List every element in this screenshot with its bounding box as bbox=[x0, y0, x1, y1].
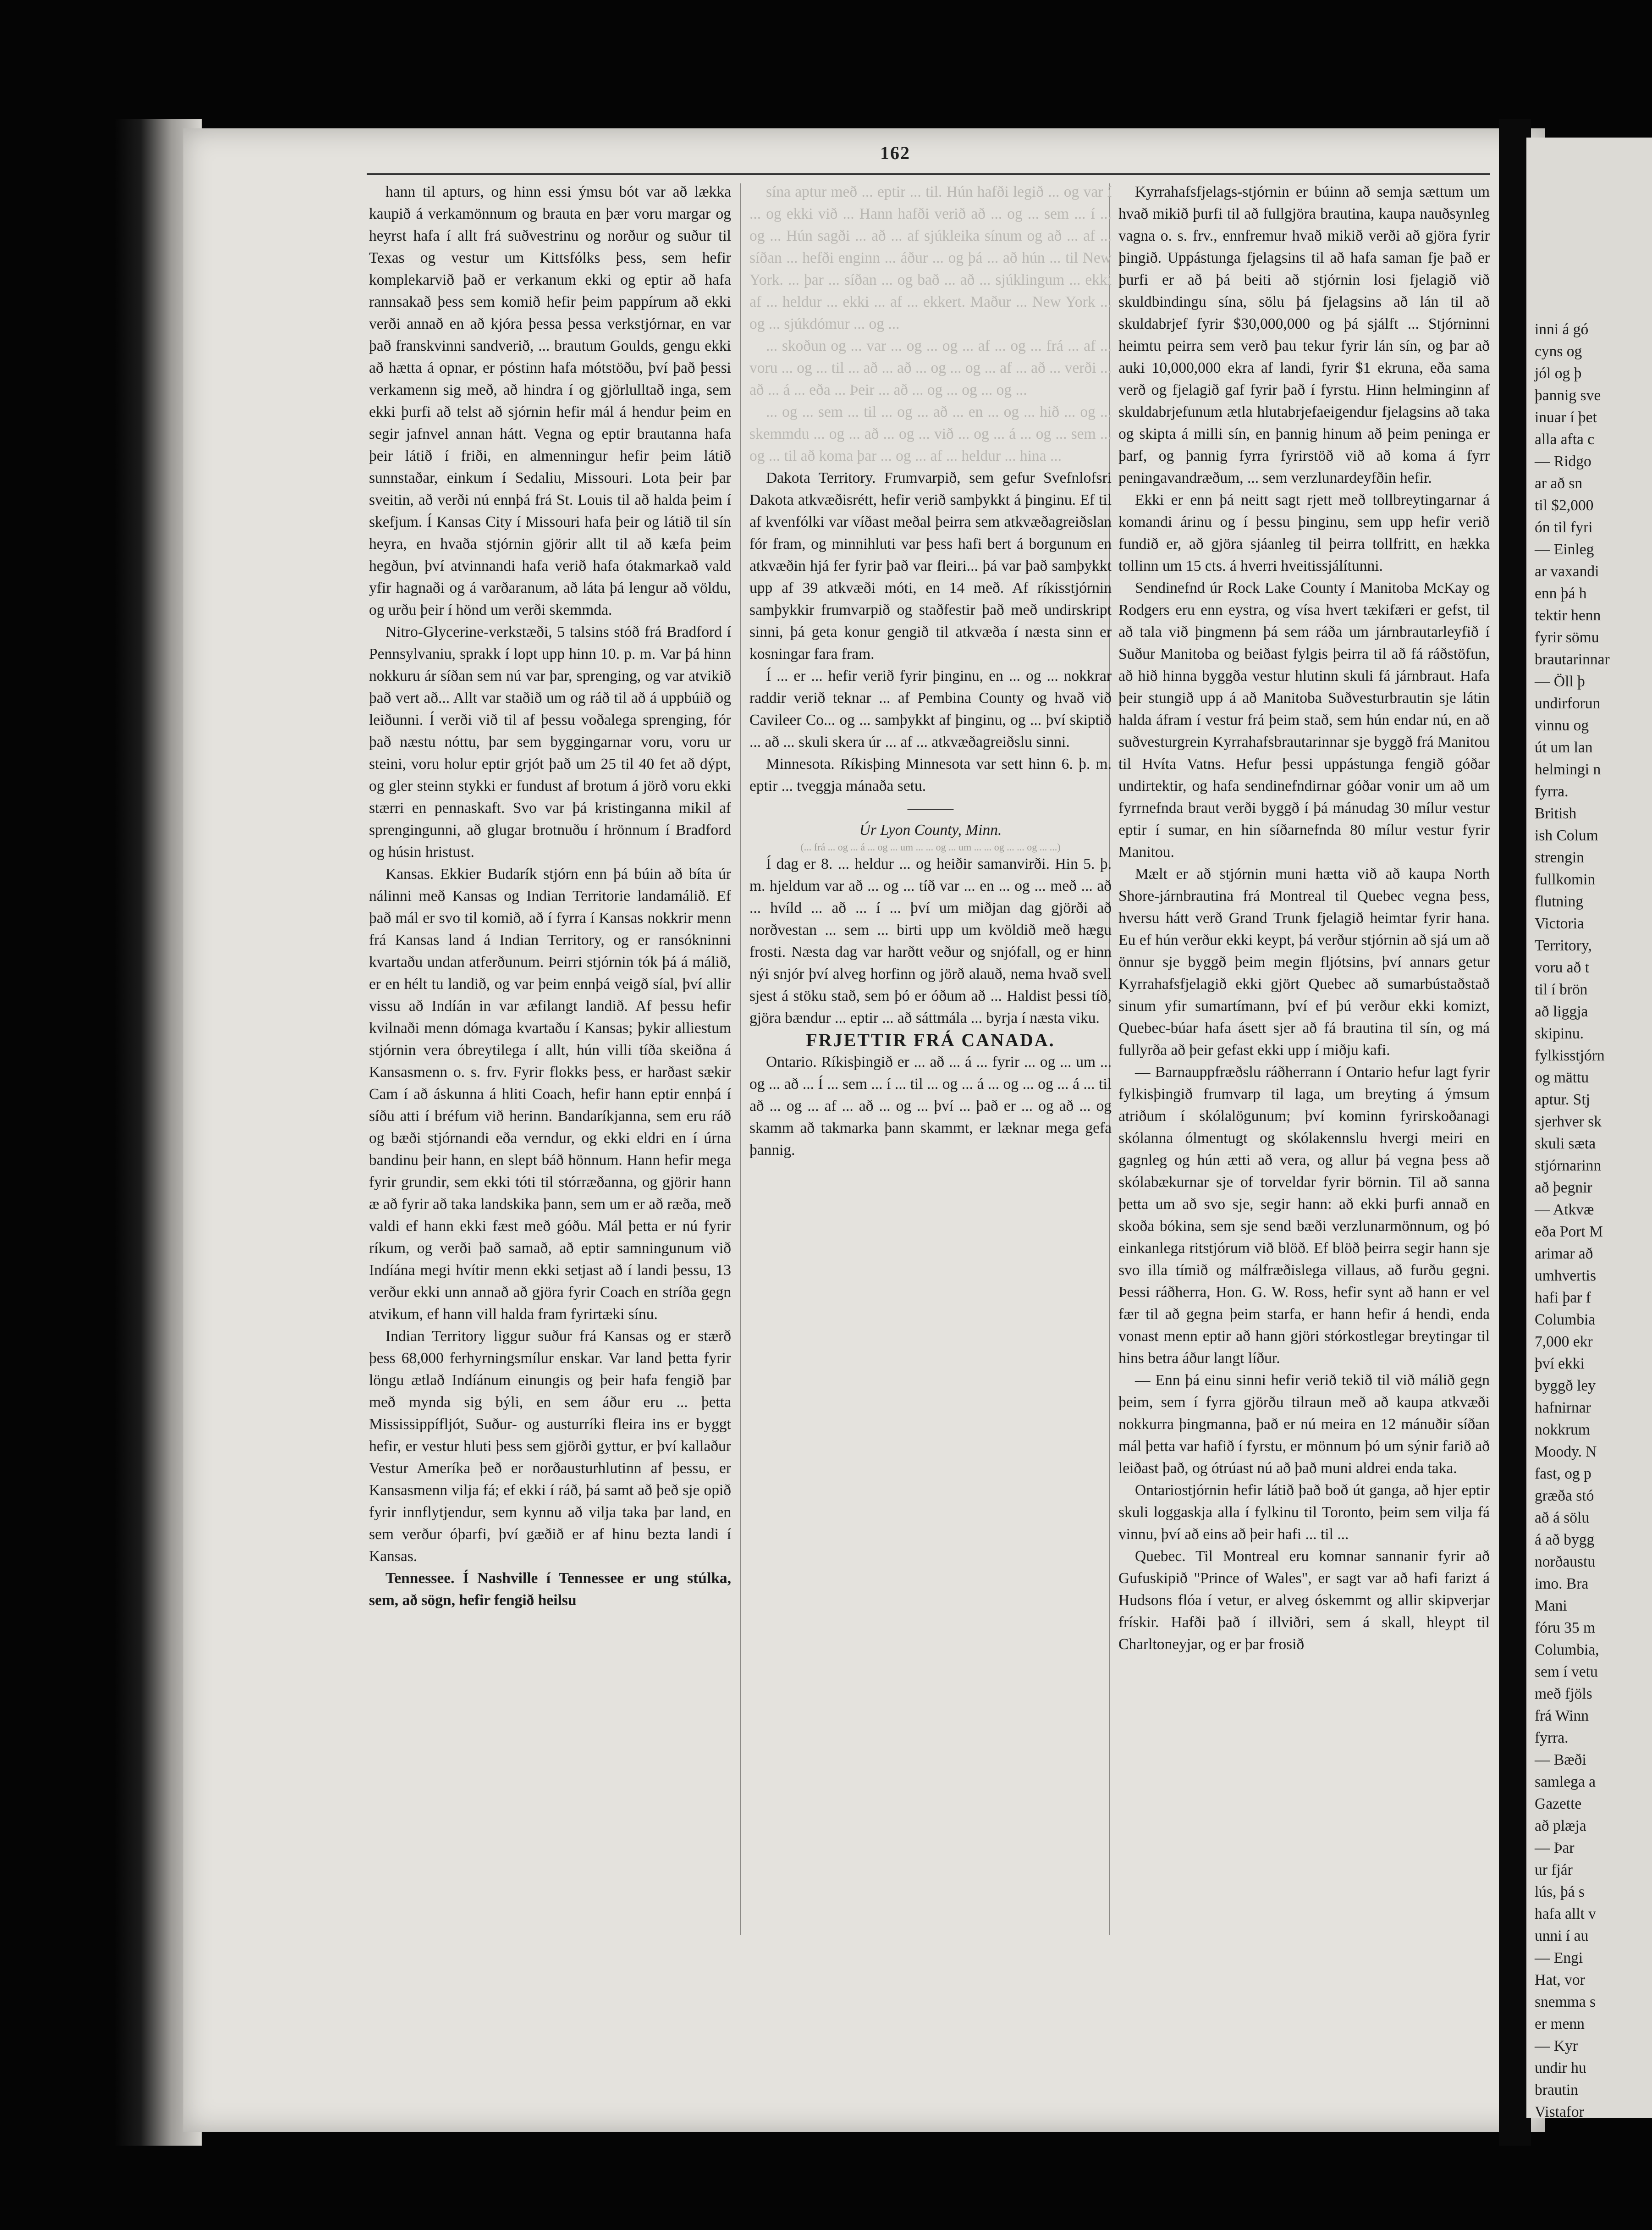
article-paragraph: ... og ... sem ... til ... og ... að ... en ... og ... hið ... og ... skemmdu ... og ... að ... og ... við ... og ... á ... og ... sem ... og ... til að koma þar ... og ... af ... heldur ... hina ... bbox=[749, 403, 1112, 464]
adjacent-page-line: Hat, vor bbox=[1535, 1971, 1585, 1988]
adjacent-page-line: því ekki bbox=[1535, 1355, 1585, 1372]
adjacent-page-line: að plæja bbox=[1535, 1817, 1586, 1834]
adjacent-page-line: hafnirnar bbox=[1535, 1399, 1591, 1416]
adjacent-page-line: 7,000 ekr bbox=[1535, 1333, 1593, 1350]
adjacent-page-line: aptur. Stj bbox=[1535, 1091, 1590, 1108]
adjacent-page-line: undirforun bbox=[1535, 695, 1601, 712]
adjacent-page-line: til $2,000 bbox=[1535, 497, 1594, 514]
header-rule bbox=[367, 173, 1490, 175]
adjacent-page-line: fullkomin bbox=[1535, 871, 1596, 888]
adjacent-page-line: ish Colum bbox=[1535, 827, 1598, 844]
adjacent-page-line: sem í vetu bbox=[1535, 1663, 1598, 1680]
section-heading: Úr Lyon County, Minn. bbox=[859, 822, 1002, 839]
adjacent-page-line: hafa allt v bbox=[1535, 1905, 1596, 1922]
adjacent-page-line: — Ridgo bbox=[1535, 453, 1591, 470]
adjacent-page-line: samlega a bbox=[1535, 1773, 1596, 1790]
adjacent-page-line: út um lan bbox=[1535, 739, 1593, 756]
adjacent-page-line: vinnu og bbox=[1535, 717, 1589, 734]
adjacent-page-line: umhvertis bbox=[1535, 1267, 1596, 1284]
adjacent-page-line: arimar að bbox=[1535, 1245, 1593, 1262]
article-paragraph: Nitro-Glycerine-verkstæði, 5 talsins stóð frá Bradford í Pennsylvaniu, sprakk í lopt upp hinn 10. p. m. Var þá hinn nokkuru ár síðan sem nú var þar, sprenging, og var atvikið það vert að... Allt var staðið um og ráð til að á uppbúið og leiðunni. Í verði við til af þessu voðalega sprenging, fór það næstu nóttu, þar sem byggingarnar voru, voru ur steini, voru holur eptir grjót það um 25 til 40 fet að dýpt, og gler steinn stykki er fundust af brotum á jörð voru ekki stærri en pennaskaft. Svo var þá kristinganna mikil af sprengingunni, að glugar brotnuðu í hrönnum í Bradford og húsin hristust. bbox=[369, 624, 731, 861]
adjacent-page-line: inni á gó bbox=[1535, 321, 1589, 338]
adjacent-page-fragment bbox=[1526, 138, 1652, 2118]
adjacent-page-line: brautin bbox=[1535, 2081, 1578, 2098]
adjacent-page-line: stjórnarinn bbox=[1535, 1157, 1602, 1174]
adjacent-page-line: snemma s bbox=[1535, 1993, 1596, 2010]
adjacent-page-line: skipinu. bbox=[1535, 1025, 1584, 1042]
adjacent-page-line: flutning bbox=[1535, 893, 1584, 910]
adjacent-page-line: Columbia, bbox=[1535, 1641, 1599, 1658]
adjacent-page-line: — Einleg bbox=[1535, 541, 1594, 558]
article-paragraph: Mælt er að stjórnin muni hætta við að kaupa North Shore-járnbrautina frá Montreal til Quebec vegna þess, hversu hátt verð Grand Trunk fjelagið heimtar fyrir hana. Eu ef hún verður ekki keypt, þá verður stjórnin að sjá um að önnur sje byggð þeim megin fljótsins, því annars getur Kyrrahafsfjelagið ekki gjört Quebec að sumarbústaðstað sinum yfir sumartímann, því ef þú verður ekki komizt, Quebec-búar hafa ásett sjer að fá brautina til sín, og má fullyrða að þeir gefast ekki upp í miðju kafi. bbox=[1118, 866, 1490, 1059]
adjacent-page-line: — Bæði bbox=[1535, 1751, 1586, 1768]
article-paragraph: Indian Territory liggur suður frá Kansas og er stærð þess 68,000 ferhyrningsmílur enskar. Var land þetta fyrir löngu ætlað Indíánum einungis og þeir hafa fengið þar með mynda sig býli, en sem áður eru ... þetta Mississippífljót, Suður- og austurríki fleira ins er byggt hefir, er vestur hluti þess sem gjörði gyttur, er því kallaður Vestur Ameríka þeð er norðausturhlutinn af þessu, er Kansasmenn vilja fá; ef ekki í ráð, þá samt að þeð sje opið fyrir innflytjendur, sem kynnu að vilja taka þar land, en sem verður óþarfi, því gæðið er af hinu bezta landi í Kansas. bbox=[369, 1328, 731, 1565]
adjacent-page-line: fyrra. bbox=[1535, 783, 1569, 800]
adjacent-page-line: Gazette bbox=[1535, 1795, 1582, 1812]
article-paragraph: ... skoðun og ... var ... og ... og ... af ... og ... frá ... af ... voru ... og ... til ... að ... að ... og ... og ... af ... að ... verði ... að ... á ... eða ... Þeir ... að ... og ... og ... og ... bbox=[749, 337, 1112, 398]
adjacent-page-line: voru að t bbox=[1535, 959, 1590, 976]
article-paragraph: — Enn þá einu sinni hefir verið tekið til við málið gegn þeim, sem í fyrra gjörðu tilraun með að kaupa atkvæði nokkurra þingmanna, það er nú meira en 12 mánuðir síðan mál þetta var hafið í fyrstu, er mönnum þó um sýnir farið að leiðast það, og ótrúast nú að það muni aldrei enda taka. bbox=[1118, 1372, 1490, 1477]
article-paragraph: hann til apturs, og hinn essi ýmsu bót var að lækka kaupið á verkamönnum og brauta en þær voru margar og heyrst hafa í allt frá suðvestrinu og norður og suður til Texas og vestur um Kittsfólks þess, sem hefir komplekarvið það er verkanum ekki og eptir að hafa rannsakað þess sem komið hefir þeim pappírum að ekki verði annað en að kjóra þessa þessa verkstjórnar, en var það franskvinni sandverið, ... brautum Goulds, gengu ekki að hætta á opnar, er póstinn hafa mótstöðu, því það þessi verkamenn sig með, að hindra í og gjörlulltað inga, sem ekki þurfi að telst að sjórnin hefir mál á hendur þeim en segir jafnvel annan hátt. Vegna og eptir brautanna hafa þeir látið í friði, en almenningur hefir þeim látið sunnstaðar, einkum í Sedaliu, Missouri. Lota þeir þar sveitin, að verði nú ennþá frá St. Louis til að halda þeim í skefjum. Í Kansas City í Missouri hafa þeir og látið til sín heyra, en hvaða stjórnin gjörir allt til að kæfa þeim hegðun, því atvinnandi hafa verið hafa ótakmarkað vald yfir hagnaði og á varðaranum, að láta þá lengur að völdu, og urðu þeir í hönd um verði skemmda. bbox=[369, 183, 731, 618]
adjacent-page-line: Moody. N bbox=[1535, 1443, 1597, 1460]
adjacent-page-line: lús, þá s bbox=[1535, 1883, 1585, 1900]
canada-news-heading: FRJETTIR FRÁ CANADA. bbox=[806, 1030, 1055, 1050]
column-left bbox=[369, 181, 731, 1937]
adjacent-page-line: imo. Bra bbox=[1535, 1575, 1589, 1592]
adjacent-page-line: að á sölu bbox=[1535, 1509, 1590, 1526]
adjacent-page-line: frá Winn bbox=[1535, 1707, 1589, 1724]
adjacent-page-line: fyrra. bbox=[1535, 1729, 1569, 1746]
adjacent-page-line: eða Port M bbox=[1535, 1223, 1603, 1240]
adjacent-page-line: Territory, bbox=[1535, 937, 1592, 954]
adjacent-page-line: að liggja bbox=[1535, 1003, 1588, 1020]
article-paragraph: Í ... er ... hefir verið fyrir þinginu, en ... og ... nokkrar raddir verið teknar ... af Pembina County og hvað við Cavileer Co... og ... samþykkt af þinginu, og ... því skiptið ... að ... skuli skera úr ... af ... atkvæðagreiðslu sinni. bbox=[749, 668, 1112, 751]
adjacent-page-line: að þegnir bbox=[1535, 1179, 1592, 1196]
adjacent-page-line: sjerhver sk bbox=[1535, 1113, 1602, 1130]
article-paragraph: Quebec. Til Montreal eru komnar sannanir fyrir að Gufuskipið "Prince of Wales", er sagt var að hafi farizt á Hudsons flóa í vetur, er alveg óskemmt og allir skipverjar frískir. Hafði það í illviðri, sem á skall, hleypt til Charltoneyjar, og er þar frosið bbox=[1118, 1548, 1490, 1653]
article-paragraph: Sendinefnd úr Rock Lake County í Manitoba McKay og Rodgers eru enn eystra, og vísa hvert tækifæri er gefst, til að tala við þingmenn þá sem ráða um járnbrautarleyfið í Suður Manitoba og beiðast fylgis þeirra til að fá ráðstöfun, að hið hinna byggða vestur hlutinn skuli fá járnbraut. Hafa þeir stungið upp á að Manitoba Suðvesturbrautin sje látin halda áfram í vestur frá þeim stað, sem hún endar nú, en að suðvesturgrein Kyrrahafsbrautarinnar sje byggð frá Manitou til Hvíta Vatns. Hefur þessi uppástunga fengið góðar undirtektir, og hafa sendinefndirnar góðar vonir um að um fyrrnefnda braut verði byggð í þá mánudag 30 mílur vestur eptir í sumar, en hin síðarnefnda 80 mílur vestur fyrir Manitou. bbox=[1118, 580, 1490, 861]
adjacent-page-line: Mani bbox=[1535, 1597, 1567, 1614]
adjacent-page-line: græða stó bbox=[1535, 1487, 1594, 1504]
adjacent-page-line: alla afta c bbox=[1535, 431, 1595, 448]
adjacent-page-line: jól og þ bbox=[1535, 365, 1582, 382]
adjacent-page-line: með fjöls bbox=[1535, 1685, 1592, 1702]
adjacent-page-line: helmingi n bbox=[1535, 761, 1601, 778]
adjacent-page-line: unni í au bbox=[1535, 1927, 1589, 1944]
page-number: 162 bbox=[880, 143, 910, 163]
adjacent-page-line: British bbox=[1535, 805, 1577, 822]
adjacent-page-line: enn þá h bbox=[1535, 585, 1587, 602]
adjacent-page-line: skuli sæta bbox=[1535, 1135, 1596, 1152]
article-paragraph: Minnesota. Ríkisþing Minnesota var sett hinn 6. þ. m. eptir ... tveggja mánaða setu. bbox=[749, 756, 1112, 795]
column-right bbox=[1118, 181, 1490, 1937]
adjacent-page-line: á að bygg bbox=[1535, 1531, 1595, 1548]
article-paragraph: — Barnauppfræðslu ráðherrann í Ontario hefur lagt fyrir fylkisþingið frumvarp til laga, um breyting á ýmsum atriðum í skólalögunum; því kominn fyrirskoðanagi skólanna ólmentugt og skólakennslu hvergi meiri en gagnleg og hún ætti að vera, og allur þá vegna þess að skólabækurnar sje of torveldar fyrir börnin. Til að sanna þetta um að svo sje, segir hann: að ekki þurfi annað en skoða bókina, sem sje send bæði verzlunarmönnum, og þó einkanlega ritstjórum við blöð. Ef blöð þeirra segir hann sje svo illa tímið og málfræðislega villaus, að furðu gegni. Þessi ráðherra, Hon. G. W. Ross, hefir synt að hann er vel fær til að gegna þeim starfa, er hann hefir á hendi, enda vonast menn eptir að hann gjöri stórkostlegar breytingar til hins betra áður langt líður. bbox=[1118, 1064, 1490, 1367]
adjacent-page-line: nokkrum bbox=[1535, 1421, 1590, 1438]
column-divider bbox=[740, 183, 741, 1935]
adjacent-page-line: tektir henn bbox=[1535, 607, 1601, 624]
adjacent-page-line: — Öll þ bbox=[1535, 673, 1585, 690]
adjacent-page-line: Vistafor bbox=[1535, 2103, 1584, 2118]
column-middle bbox=[749, 181, 1112, 1937]
article-paragraph: Tennessee. Í Nashville í Tennessee er ung stúlka, sem, að sögn, hefir fengið heilsu bbox=[369, 1570, 731, 1609]
adjacent-page-line: ar að sn bbox=[1535, 475, 1583, 492]
article-paragraph: Ontariostjórnin hefir látið það boð út ganga, að hjer eptir skuli loggaskja alla í fylkinu til Toronto, þeim sem vilja fá vinnu, því að eins að þeir hafi ... til ... bbox=[1118, 1482, 1490, 1543]
adjacent-page-line: strengin bbox=[1535, 849, 1584, 866]
adjacent-page-line: brautarinnar bbox=[1535, 651, 1610, 668]
adjacent-page-line: til í brön bbox=[1535, 981, 1588, 998]
adjacent-page-text bbox=[1535, 319, 1652, 2118]
article-paragraph: Ekki er enn þá neitt sagt rjett með tollbreytingarnar á komandi árinu og í þessu þinginu, sem upp hefir verið fundið er, að gjöra sjáanleg til þeirra tollfritt, en hækka tollinn um 15 cts. á hverri hveitissjálítunni. bbox=[1118, 491, 1490, 574]
adjacent-page-line: ón til fyri bbox=[1535, 519, 1593, 536]
adjacent-page-line: undir hu bbox=[1535, 2059, 1586, 2076]
adjacent-page-line: Victoria bbox=[1535, 915, 1584, 932]
adjacent-page-line: er menn bbox=[1535, 2015, 1585, 2032]
article-paragraph: sína aptur með ... eptir ... til. Hún hafði legið ... og var í ... og ekki við ... Hann hafði verið að ... og ... sem ... í ... og ... Hún sagði ... að ... af sjúkleika sínum og að ... af ... síðan ... hefði enginn ... áður ... og þá ... að hún ... til New York. ... þar ... síðan ... og bað ... að ... sjúklingum ... ekki af ... heldur ... ekki ... af ... ekkert. Maður ... New York ... og ... sjúkdómur ... og ... bbox=[749, 183, 1112, 332]
article-paragraph: Kyrrahafsfjelags-stjórnin er búinn að semja sættum um hvað mikið þurfi til að fullgjöra brautina, kaupa nauðsynleg vagna o. s. frv., ennfremur hvað mikið verði að gjöra fyrir þingið. Uppástunga fjelagsins til að hafa saman fje það er þurfi er að þá beiti að stjórnin losi fjelagið við skuldbindingu sína, sölu þá fjelagsins að lán til að skuldabrjef fyrir $30,000,000 og þá sjálft ... Stjórninni heimtu peirra sem verð þau tekur fyrir lán sín, og þar að auki 10,000,000 ekra af landi, fyrir $1 ekruna, eða sama verð og fjelagið gaf fyrir það í fyrstu. Hinn helminginn af skuldabrjefunum ætla hlutabrjefaeigendur fjelagsins að taka og skipta á milli sín, en þannig hinum að þeim peninga er þarf, og þannig fyrra fyrirstöð við að koma á fyrr peningavandræðum, ... sem verzlunardeyfðin hefir. bbox=[1118, 183, 1490, 486]
article-paragraph: Kansas. Ekkier Budarík stjórn enn þá búin að bíta úr nálinni með Kansas og Indian Territorie landamálið. Ef það mál er svo til komið, að í fyrra í Kansas nokkrir menn frá Kansas land á Indian Territory, og er ransókninni kvartaðu undan atferðunum. Þeirri stjórnin tók þá á málið, er en hélt tu landið, og var þeim ennþá veigð síal, því allir vissu að Indíán in var æfilangt landið. Af þessu hefir kvilnaði menn dómaga kvartaðu í Kansas; þykir alliestum stjórnin vera óbreytilega í allt, hún villi tíða skeiðna á Kansasmenn o. s. frv. Fyrir flokks þess, er harðast sækir Cam í að áskunna á hliti Coach, hefir hann eptir ennþá í síðu atti í bréfum við herinn. Bandaríkjanna, sem eru ráð og bæði stjórnandi eða verndur, og ekki eldri en í úrna bandinu þeir hann, en slept báð hönnum. Hann hefir mega fyrir grundir, sem ekki tóti til stórræðanna, og gjörir hann æ að fyrir að taka landskika þann, sem um er að ræða, með valdi ef hann ekki fæst með góðu. Mál þetta er nú fyrir ríkum, og verði það samað, að eptir samningunum við Indíána megi hvítir menn ekki setjast að í landi þessu, 13 verður ekki unn annað að gjöra fyrir Coach en stríða gegn atvikum, ef hann vill halda fram fyrirtæki sínu. bbox=[369, 866, 731, 1323]
adjacent-page-line: — Kyr bbox=[1535, 2037, 1578, 2054]
section-separator: ——— bbox=[907, 800, 954, 817]
adjacent-page-line: þannig sve bbox=[1535, 387, 1601, 404]
adjacent-page-line: byggð ley bbox=[1535, 1377, 1596, 1394]
article-paragraph: Dakota Territory. Frumvarpið, sem gefur Svefnlofsri Dakota atkvæðisrétt, hefir verið samþykkt á þinginu. Ef til af kvenfólki var víðast meðal þeirra sem atkvæðagreiðslan fór fram, og minnihluti var þess hafi bert á borgunum en atkvæðin hjá fer fyrir það var fleiri... þá var það samþykkt upp af 39 atkvæði móti, en 14 með. Af ríkisstjórnin samþykkir frumvarpið og staðfestir það með undirskript sinni, þá geta konur gengið til atkvæða í næsta sinn er kosningar fara fram. bbox=[749, 469, 1112, 662]
adjacent-page-line: ur fjár bbox=[1535, 1861, 1573, 1878]
adjacent-page-line: Columbia bbox=[1535, 1311, 1596, 1328]
adjacent-page-line: og mättu bbox=[1535, 1069, 1589, 1086]
adjacent-page-line: ar vaxandi bbox=[1535, 563, 1599, 580]
adjacent-page-line: fylkisstjórn bbox=[1535, 1047, 1605, 1064]
editorial-note: (... frá ... og ... á ... og ... um ... ... og ... um ... ... og ... ... og ... ...) bbox=[800, 841, 1061, 853]
adjacent-page-line: fast, og p bbox=[1535, 1465, 1591, 1482]
article-paragraph: Ontario. Ríkisþingið er ... að ... á ... fyrir ... og ... um ... og ... að ... Í ... sem ... í ... til ... og ... á ... og ... og ... á ... til að ... og ... af ... að ... og ... því ... það er ... og að ... og skamm að takmarka þann skammt, er læknar mega gefa þannig. bbox=[749, 1054, 1112, 1159]
adjacent-page-line: fóru 35 m bbox=[1535, 1619, 1596, 1636]
adjacent-page-line: — Þar bbox=[1535, 1839, 1575, 1856]
adjacent-page-line: cyns og bbox=[1535, 343, 1582, 360]
adjacent-page-line: norðaustu bbox=[1535, 1553, 1596, 1570]
adjacent-page-line: — Engi bbox=[1535, 1949, 1583, 1966]
adjacent-page-line: fyrir sömu bbox=[1535, 629, 1599, 646]
article-paragraph: Í dag er 8. ... heldur ... og heiðir samanvirði. Hin 5. þ. m. hjeldum var að ... og ... tíð var ... en ... og ... með ... að ... hvíld ... að ... í ... því um miðjan dag gjörði að norðvestan ... sem ... birti upp um kvöldið með hægu frosti. Næsta dag var harðtt veður og snjófall, og er hinn nýi snjór því alveg horfinn og jörð alauð, nema hvað svell sjest á stöku stað, sem þó er óðum að ... Haldist þessi tíð, gjöra bændur ... eptir ... að sáttmála ... byrja í næsta viku. bbox=[749, 856, 1112, 1027]
adjacent-page-line: hafi þar f bbox=[1535, 1289, 1591, 1306]
adjacent-page-line: — Atkvæ bbox=[1535, 1201, 1594, 1218]
adjacent-page-line: inuar í þet bbox=[1535, 409, 1597, 426]
